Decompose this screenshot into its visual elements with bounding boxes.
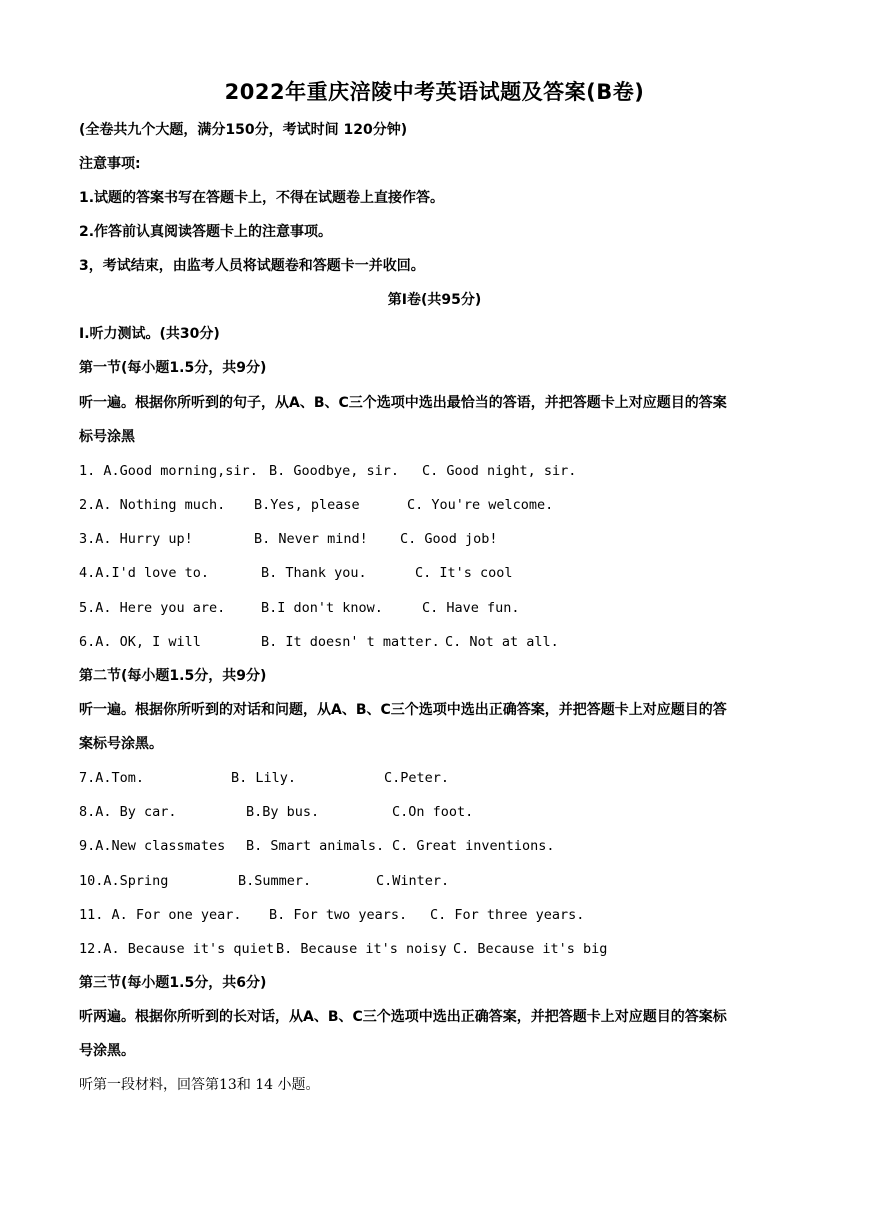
section-instructions-cont: 号涂黑。 bbox=[79, 1043, 135, 1059]
section-instructions: 听一遍。根据你所听到的对话和问题，从A、B、C三个选项中选出正确答案，并把答题卡上对应题目的答 bbox=[79, 702, 727, 718]
option-c: C.Peter. bbox=[384, 770, 450, 786]
option-b: B. Smart animals. bbox=[246, 838, 385, 854]
question-number: 12. bbox=[79, 941, 104, 957]
option-b: B. Never mind! bbox=[254, 531, 368, 547]
question-row bbox=[79, 872, 450, 890]
question-number: 8. bbox=[79, 804, 96, 820]
question-number: 5. bbox=[79, 600, 96, 616]
question-number: 3. bbox=[79, 531, 96, 547]
question-row bbox=[79, 906, 585, 924]
question-row bbox=[79, 462, 577, 480]
section-title: 第二节(每小题1.5分，共9分) bbox=[79, 668, 267, 684]
volume-title: 第Ⅰ卷(共95分) bbox=[387, 292, 482, 308]
option-c: C. It's cool bbox=[415, 565, 513, 581]
option-c: C. For three years. bbox=[430, 907, 585, 923]
option-a: A. OK, I will bbox=[95, 634, 201, 650]
section-title: 第一节(每小题1.5分，共9分) bbox=[79, 360, 267, 376]
option-a: A.I'd love to. bbox=[95, 565, 210, 581]
question-row bbox=[79, 940, 608, 958]
option-c: C. Great inventions. bbox=[392, 838, 555, 854]
option-a: A. For one year. bbox=[111, 907, 242, 923]
section-title: 第三节(每小题1.5分，共6分) bbox=[79, 975, 267, 991]
option-b: B.I don't know. bbox=[261, 600, 383, 616]
question-number: 6. bbox=[79, 634, 96, 650]
option-a: A. Nothing much. bbox=[95, 497, 226, 513]
question-number: 1. bbox=[79, 463, 104, 479]
option-c: C. Because it's big bbox=[453, 941, 608, 957]
option-c: C. Not at all. bbox=[445, 634, 559, 650]
option-a: A. Here you are. bbox=[95, 600, 226, 616]
question-row bbox=[79, 837, 555, 855]
option-c: C. Have fun. bbox=[422, 600, 520, 616]
section-instructions-cont: 案标号涂黑。 bbox=[79, 736, 163, 752]
option-c: C. Good job! bbox=[400, 531, 498, 547]
option-a: A.Spring bbox=[103, 873, 169, 889]
option-b: B. Thank you. bbox=[261, 565, 367, 581]
option-c: C.On foot. bbox=[392, 804, 474, 820]
section-instructions: 听两遍。根据你所听到的长对话，从A、B、C三个选项中选出正确答案，并把答题卡上对应题目的答案标 bbox=[79, 1009, 727, 1025]
question-number: 4. bbox=[79, 565, 96, 581]
material-note: 听第一段材料，回答第13和 14 小题。 bbox=[79, 1077, 320, 1093]
question-number: 7. bbox=[79, 770, 96, 786]
option-a: A.Tom. bbox=[95, 770, 145, 786]
option-b: B. Because it's noisy bbox=[276, 941, 447, 957]
option-b: B. Goodbye, sir. bbox=[269, 463, 400, 479]
question-number: 9. bbox=[79, 838, 96, 854]
question-row bbox=[79, 530, 498, 548]
note-item: 1.试题的答案书写在答题卡上，不得在试题卷上直接作答。 bbox=[79, 190, 445, 206]
option-b: B.Yes, please bbox=[254, 497, 360, 513]
option-b: B. For two years. bbox=[269, 907, 408, 923]
section-instructions-cont: 标号涂黑 bbox=[79, 429, 135, 445]
notes-title: 注意事项: bbox=[79, 156, 141, 172]
note-item: 3，考试结束，由监考人员将试题卷和答题卡一并收回。 bbox=[79, 258, 425, 274]
option-a: A. Because it's quiet. bbox=[103, 941, 283, 957]
option-a: A. By car. bbox=[95, 804, 177, 820]
question-row bbox=[79, 633, 559, 651]
question-row bbox=[79, 803, 474, 821]
question-number: 11. bbox=[79, 907, 112, 923]
question-number: 10. bbox=[79, 873, 104, 889]
question-row bbox=[79, 564, 513, 582]
question-number: 2. bbox=[79, 497, 96, 513]
part-title: I.听力测试。(共30分) bbox=[79, 326, 220, 342]
option-a: A.Good morning,sir. bbox=[103, 463, 258, 479]
option-a: A. Hurry up! bbox=[95, 531, 193, 547]
option-b: B. It doesn' t matter. bbox=[261, 634, 440, 650]
exam-info: (全卷共九个大题，满分150分，考试时间 120分钟) bbox=[79, 122, 408, 138]
option-c: C. Good night, sir. bbox=[422, 463, 577, 479]
section-instructions: 听一遍。根据你所听到的句子，从A、B、C三个选项中选出最恰当的答语，并把答题卡上对应题目的答案 bbox=[79, 395, 727, 411]
option-a: A.New classmates bbox=[95, 838, 226, 854]
document-title: 2022年重庆涪陵中考英语试题及答案(B卷) bbox=[224, 80, 645, 104]
question-row bbox=[79, 599, 520, 617]
option-b: B. Lily. bbox=[231, 770, 297, 786]
option-b: B.Summer. bbox=[238, 873, 312, 889]
note-item: 2.作答前认真阅读答题卡上的注意事项。 bbox=[79, 224, 333, 240]
option-b: B.By bus. bbox=[246, 804, 320, 820]
question-row bbox=[79, 769, 450, 787]
question-row bbox=[79, 496, 554, 514]
option-c: C. You're welcome. bbox=[407, 497, 554, 513]
option-c: C.Winter. bbox=[376, 873, 450, 889]
